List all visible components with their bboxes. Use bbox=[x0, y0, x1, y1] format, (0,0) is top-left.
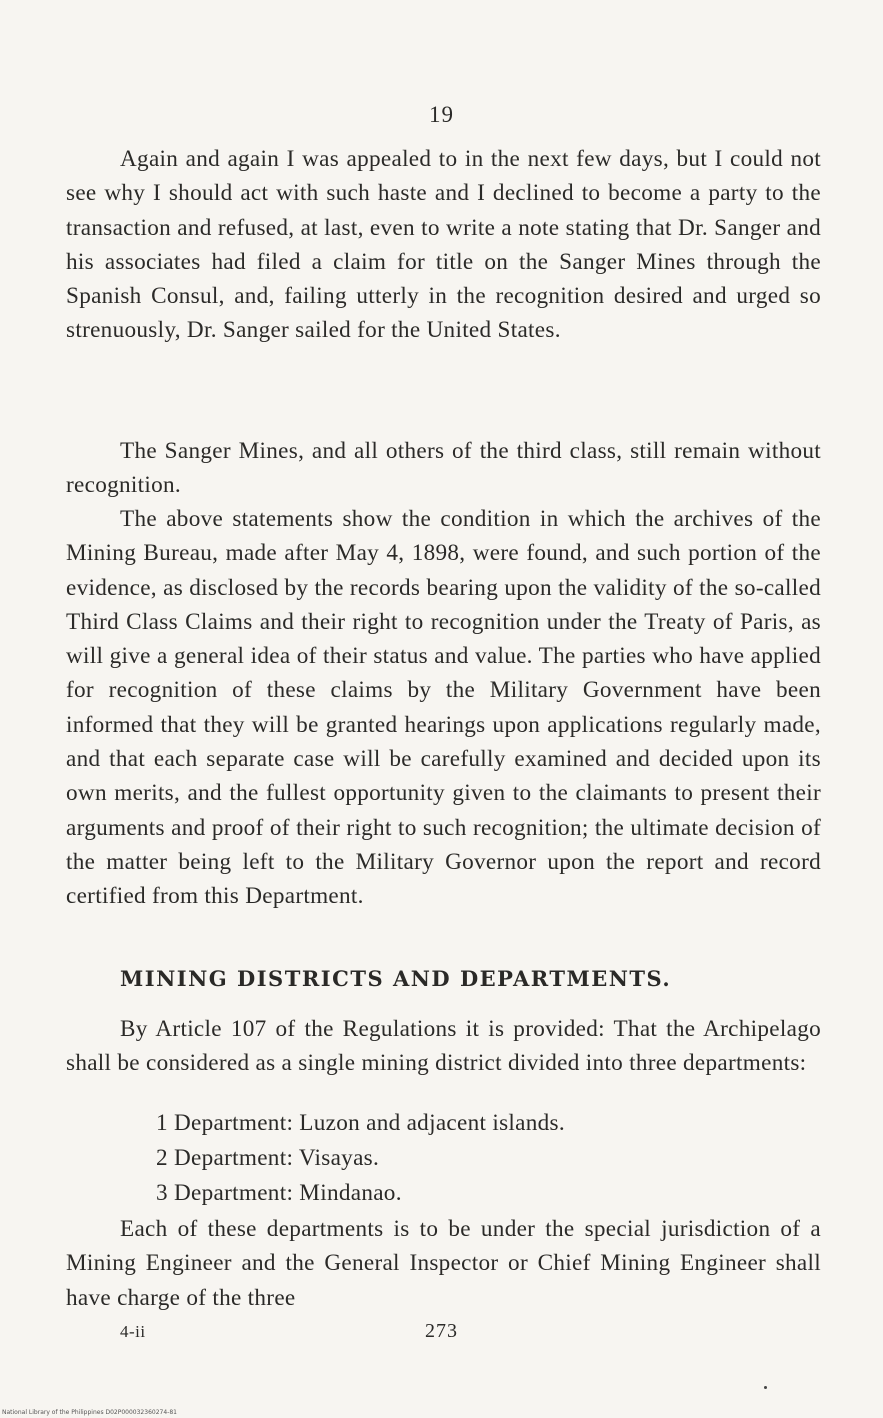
paragraph-article-107: By Article 107 of the Regulations it is provided: That the Archipelago shall be considered as a single mining district divided into three departments: bbox=[66, 1016, 821, 1077]
page-number-bottom: 273 bbox=[425, 1320, 458, 1342]
section-heading: MINING DISTRICTS AND DEPARTMENTS. bbox=[120, 966, 672, 991]
list-item: 3 Department: Mindanao. bbox=[156, 1180, 402, 1206]
paragraph-appeal: Again and again I was appealed to in the next few days, but I could not see why I should act with such haste and I declined to become a party to the transaction and refused, at last, even to write a note stating that Dr. Sanger and his associates had filed a claim for title on the Sanger Mines through the Spanish Consul, and, failing utterly in the recognition desired and urged so strenuously, Dr. Sanger sailed for the United States. bbox=[66, 146, 821, 344]
footer-note: National Library of the Philippines D02P000032360274-81 bbox=[2, 1409, 177, 1416]
signature-mark: 4-ii bbox=[120, 1322, 146, 1341]
list-item: 1 Department: Luzon and adjacent islands. bbox=[156, 1110, 565, 1136]
list-item: 2 Department: Visayas. bbox=[156, 1145, 380, 1171]
ink-speck bbox=[764, 1386, 767, 1389]
page-number-top: 19 bbox=[429, 102, 454, 127]
paragraph-sanger-mines: The Sanger Mines, and all others of the third class, still remain without recognition. bbox=[66, 438, 821, 499]
paragraph-statements: The above statements show the condition in which the archives of the Mining Bureau, made after May 4, 1898, were found, and such portion of the evidence, as disclosed by the records bearing upon the validity of the so-called Third Class Claims and their right to recognition under the Treaty of Paris, as will give a general idea of their status and value. The parties who have applied for recognition of these claims by the Military Government have been informed that they will be granted hearings upon applications regularly made, and that each separate case will be carefully examined and decided upon its own merits, and the fullest opportunity given to the claimants to present their arguments and proof of their right to such recognition; the ultimate decision of the matter being left to the Military Governor upon the report and record certified from this Department. bbox=[66, 506, 821, 910]
paragraph-jurisdiction: Each of these departments is to be under the special jurisdiction of a Mining Engineer and the General Inspector or Chief Mining Engineer shall have charge of the three bbox=[66, 1216, 821, 1311]
department-list bbox=[156, 1106, 565, 1211]
